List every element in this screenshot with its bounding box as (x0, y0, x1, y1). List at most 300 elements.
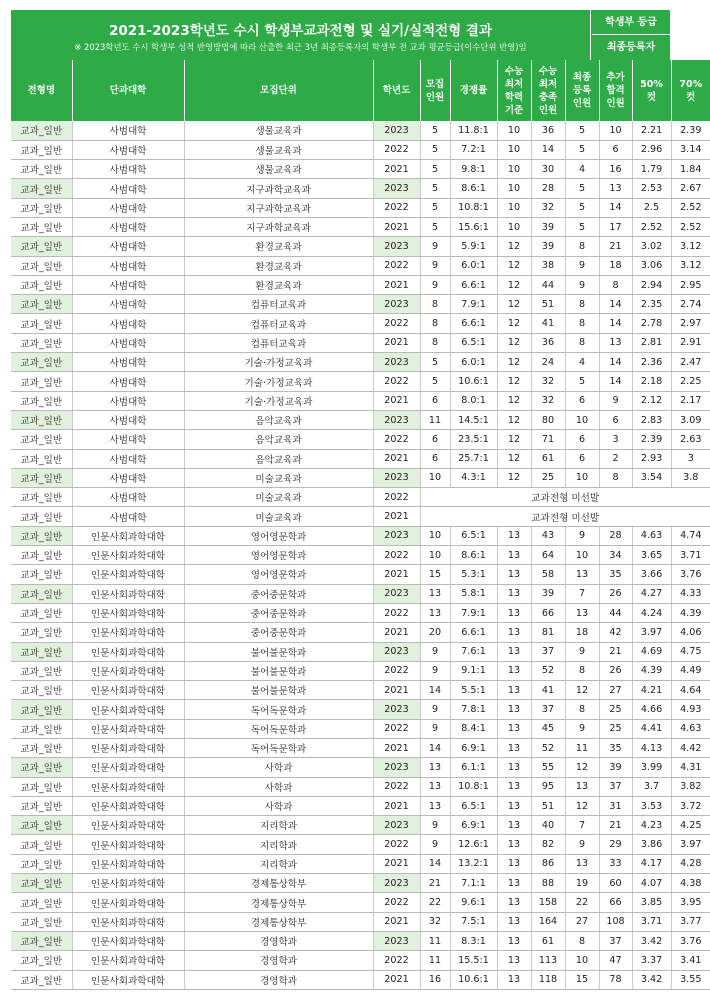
unit-cell: 사학과 (184, 777, 373, 796)
registered-cell: 5 (565, 372, 599, 391)
table-row (11, 796, 710, 815)
extra-cell: 21 (599, 816, 632, 835)
unit-cell: 지리학과 (184, 835, 373, 854)
track-cell: 교과_일반 (11, 758, 72, 777)
unit-cell: 경영학과 (184, 931, 373, 950)
college-cell: 인문사회과학대학 (72, 642, 184, 661)
unit-cell: 지리학과 (184, 816, 373, 835)
unit-cell: 중어중문학과 (184, 584, 373, 603)
met-cell: 36 (531, 121, 565, 140)
table-row (11, 372, 710, 391)
met-cell: 32 (531, 198, 565, 217)
extra-cell: 8 (599, 468, 632, 487)
college-cell: 인문사회과학대학 (72, 565, 184, 584)
unit-cell: 독어독문학과 (184, 700, 373, 719)
header-note: ※ 2023학년도 수시 학생부 성적 반영방법에 따라 산출한 최근 3년 최종등록자의 학생부 전 교과 평균등급(이수단위 반영)임 (74, 42, 527, 52)
year-cell: 2021 (373, 970, 420, 989)
extra-cell: 28 (599, 526, 632, 545)
quota-cell: 5 (420, 140, 450, 159)
cut50-cell: 4.24 (632, 603, 671, 622)
track-cell: 교과_일반 (11, 970, 72, 989)
csat-cell: 13 (497, 758, 531, 777)
rate-cell: 8.6:1 (450, 179, 497, 198)
met-cell: 39 (531, 584, 565, 603)
cut50-cell: 2.35 (632, 295, 671, 314)
track-cell: 교과_일반 (11, 661, 72, 680)
cut70-cell: 3.41 (671, 951, 710, 970)
table-row (11, 275, 710, 294)
cut50-cell: 3.66 (632, 565, 671, 584)
track-cell: 교과_일반 (11, 449, 72, 468)
cut50-cell: 2.39 (632, 430, 671, 449)
cut70-cell: 4.49 (671, 661, 710, 680)
year-cell: 2022 (373, 835, 420, 854)
column-header: 최종 등록 인원 (565, 60, 599, 121)
met-cell: 24 (531, 353, 565, 372)
college-cell: 인문사회과학대학 (72, 546, 184, 565)
registered-cell: 12 (565, 758, 599, 777)
quota-cell: 6 (420, 430, 450, 449)
cut50-cell: 2.52 (632, 217, 671, 236)
track-cell: 교과_일반 (11, 372, 72, 391)
track-cell: 교과_일반 (11, 874, 72, 893)
college-cell: 사범대학 (72, 468, 184, 487)
table-row (11, 160, 710, 179)
rate-cell: 12.6:1 (450, 835, 497, 854)
table-row (11, 488, 710, 507)
cut70-cell: 4.93 (671, 700, 710, 719)
unit-cell: 음악교육과 (184, 430, 373, 449)
track-cell: 교과_일반 (11, 353, 72, 372)
registered-cell: 10 (565, 410, 599, 429)
met-cell: 37 (531, 700, 565, 719)
table-row (11, 237, 710, 256)
unit-cell: 미술교육과 (184, 507, 373, 526)
met-cell: 14 (531, 140, 565, 159)
rate-cell: 15.5:1 (450, 951, 497, 970)
year-cell: 2022 (373, 140, 420, 159)
quota-cell: 9 (420, 642, 450, 661)
college-cell: 인문사회과학대학 (72, 931, 184, 950)
table-row (11, 546, 710, 565)
cut70-cell: 3.77 (671, 912, 710, 931)
unit-cell: 사학과 (184, 758, 373, 777)
extra-cell: 10 (599, 121, 632, 140)
cut50-cell: 3.42 (632, 931, 671, 950)
csat-cell: 12 (497, 295, 531, 314)
quota-cell: 9 (420, 719, 450, 738)
met-cell: 58 (531, 565, 565, 584)
met-cell: 51 (531, 796, 565, 815)
unit-cell: 독어독문학과 (184, 739, 373, 758)
registered-cell: 13 (565, 603, 599, 622)
registered-cell: 12 (565, 681, 599, 700)
college-cell: 인문사회과학대학 (72, 951, 184, 970)
quota-cell: 5 (420, 353, 450, 372)
table-row (11, 835, 710, 854)
registered-cell: 15 (565, 970, 599, 989)
track-cell: 교과_일반 (11, 777, 72, 796)
college-cell: 사범대학 (72, 353, 184, 372)
extra-cell: 26 (599, 584, 632, 603)
rate-cell: 5.9:1 (450, 237, 497, 256)
track-cell: 교과_일반 (11, 237, 72, 256)
track-cell: 교과_일반 (11, 584, 72, 603)
unit-cell: 지구과학교육과 (184, 217, 373, 236)
rate-cell: 6.0:1 (450, 256, 497, 275)
quota-cell: 5 (420, 198, 450, 217)
college-cell: 사범대학 (72, 140, 184, 159)
college-cell: 사범대학 (72, 430, 184, 449)
registered-cell: 7 (565, 584, 599, 603)
registered-cell: 5 (565, 217, 599, 236)
met-cell: 61 (531, 931, 565, 950)
column-header: 수능 최저 학력 기준 (497, 60, 531, 121)
year-cell: 2021 (373, 160, 420, 179)
csat-cell: 10 (497, 121, 531, 140)
table-row (11, 893, 710, 912)
csat-cell: 13 (497, 661, 531, 680)
college-cell: 인문사회과학대학 (72, 912, 184, 931)
track-cell: 교과_일반 (11, 295, 72, 314)
unit-cell: 음악교육과 (184, 449, 373, 468)
registered-cell: 8 (565, 700, 599, 719)
table-row (11, 758, 710, 777)
college-cell: 인문사회과학대학 (72, 854, 184, 873)
college-cell: 인문사회과학대학 (72, 681, 184, 700)
registered-cell: 8 (565, 314, 599, 333)
table-row (11, 295, 710, 314)
year-cell: 2022 (373, 603, 420, 622)
quota-cell: 11 (420, 951, 450, 970)
csat-cell: 12 (497, 410, 531, 429)
year-cell: 2021 (373, 333, 420, 352)
table-row (11, 391, 710, 410)
quota-cell: 8 (420, 295, 450, 314)
met-cell: 95 (531, 777, 565, 796)
extra-cell: 26 (599, 661, 632, 680)
cut50-cell: 4.27 (632, 584, 671, 603)
college-cell: 사범대학 (72, 295, 184, 314)
year-cell: 2023 (373, 353, 420, 372)
track-cell: 교과_일반 (11, 314, 72, 333)
cut70-cell: 4.64 (671, 681, 710, 700)
final-registrant-label: 최종등록자 (606, 42, 656, 53)
track-cell: 교과_일반 (11, 816, 72, 835)
extra-cell: 14 (599, 353, 632, 372)
csat-cell: 13 (497, 835, 531, 854)
table-row (11, 410, 710, 429)
cut70-cell: 2.25 (671, 372, 710, 391)
extra-cell: 8 (599, 275, 632, 294)
csat-cell: 10 (497, 160, 531, 179)
cut70-cell: 4.39 (671, 603, 710, 622)
college-cell: 사범대학 (72, 256, 184, 275)
cut70-cell: 1.84 (671, 160, 710, 179)
table-row (11, 970, 710, 989)
met-cell: 113 (531, 951, 565, 970)
extra-cell: 44 (599, 603, 632, 622)
table-row (11, 661, 710, 680)
csat-cell: 13 (497, 565, 531, 584)
quota-cell: 9 (420, 237, 450, 256)
cut70-cell: 3 (671, 449, 710, 468)
unit-cell: 지구과학교육과 (184, 179, 373, 198)
table-row (11, 681, 710, 700)
extra-cell: 78 (599, 970, 632, 989)
college-cell: 인문사회과학대학 (72, 835, 184, 854)
registered-cell: 10 (565, 468, 599, 487)
quota-cell: 11 (420, 931, 450, 950)
extra-cell: 42 (599, 623, 632, 642)
met-cell: 66 (531, 603, 565, 622)
college-cell: 인문사회과학대학 (72, 777, 184, 796)
csat-cell: 13 (497, 700, 531, 719)
cut50-cell: 2.21 (632, 121, 671, 140)
rate-cell: 10.8:1 (450, 198, 497, 217)
registered-cell: 11 (565, 739, 599, 758)
year-cell: 2023 (373, 237, 420, 256)
table-row (11, 468, 710, 487)
registered-cell: 6 (565, 449, 599, 468)
college-cell: 인문사회과학대학 (72, 816, 184, 835)
registered-cell: 9 (565, 526, 599, 545)
csat-cell: 13 (497, 777, 531, 796)
cut70-cell: 4.25 (671, 816, 710, 835)
unit-cell: 경제통상학부 (184, 912, 373, 931)
cut70-cell: 2.52 (671, 217, 710, 236)
track-cell: 교과_일반 (11, 198, 72, 217)
met-cell: 118 (531, 970, 565, 989)
year-cell: 2023 (373, 410, 420, 429)
college-cell: 사범대학 (72, 488, 184, 507)
year-cell: 2023 (373, 295, 420, 314)
rate-cell: 7.9:1 (450, 603, 497, 622)
year-cell: 2023 (373, 931, 420, 950)
registered-cell: 10 (565, 546, 599, 565)
cut70-cell: 3.76 (671, 565, 710, 584)
met-cell: 36 (531, 333, 565, 352)
column-header: 추가 합격 인원 (599, 60, 632, 121)
csat-cell: 13 (497, 951, 531, 970)
extra-cell: 25 (599, 719, 632, 738)
unit-cell: 컴퓨터교육과 (184, 314, 373, 333)
college-cell: 인문사회과학대학 (72, 796, 184, 815)
quota-cell: 22 (420, 893, 450, 912)
cut50-cell: 2.78 (632, 314, 671, 333)
cut70-cell: 3.14 (671, 140, 710, 159)
extra-cell: 34 (599, 546, 632, 565)
rate-cell: 5.5:1 (450, 681, 497, 700)
extra-cell: 9 (599, 391, 632, 410)
extra-cell: 2 (599, 449, 632, 468)
csat-cell: 13 (497, 893, 531, 912)
cut50-cell: 3.65 (632, 546, 671, 565)
college-cell: 사범대학 (72, 449, 184, 468)
rate-cell: 6.5:1 (450, 526, 497, 545)
track-cell: 교과_일반 (11, 488, 72, 507)
year-cell: 2021 (373, 623, 420, 642)
college-cell: 사범대학 (72, 275, 184, 294)
cut50-cell: 3.42 (632, 970, 671, 989)
registered-cell: 12 (565, 796, 599, 815)
college-cell: 인문사회과학대학 (72, 700, 184, 719)
table-row (11, 700, 710, 719)
table-row (11, 642, 710, 661)
year-cell: 2023 (373, 758, 420, 777)
csat-cell: 13 (497, 796, 531, 815)
quota-cell: 13 (420, 796, 450, 815)
track-cell: 교과_일반 (11, 603, 72, 622)
cut70-cell: 3.12 (671, 237, 710, 256)
college-cell: 인문사회과학대학 (72, 719, 184, 738)
year-cell: 2021 (373, 681, 420, 700)
year-cell: 2021 (373, 796, 420, 815)
quota-cell: 11 (420, 410, 450, 429)
extra-cell: 66 (599, 893, 632, 912)
track-cell: 교과_일반 (11, 160, 72, 179)
unit-cell: 불어불문학과 (184, 681, 373, 700)
registered-cell: 22 (565, 893, 599, 912)
rate-cell: 8.0:1 (450, 391, 497, 410)
track-cell: 교과_일반 (11, 333, 72, 352)
unit-cell: 컴퓨터교육과 (184, 295, 373, 314)
met-cell: 86 (531, 854, 565, 873)
track-cell: 교과_일반 (11, 951, 72, 970)
cut50-cell: 1.79 (632, 160, 671, 179)
rate-cell: 6.6:1 (450, 314, 497, 333)
rate-cell: 11.8:1 (450, 121, 497, 140)
registered-cell: 4 (565, 353, 599, 372)
cut70-cell: 3.8 (671, 468, 710, 487)
cut70-cell: 3.82 (671, 777, 710, 796)
cut50-cell: 4.21 (632, 681, 671, 700)
quota-cell: 14 (420, 739, 450, 758)
track-cell: 교과_일반 (11, 430, 72, 449)
cut50-cell: 2.83 (632, 410, 671, 429)
column-header: 모집 인원 (420, 60, 450, 121)
registered-cell: 6 (565, 391, 599, 410)
table-row (11, 854, 710, 873)
extra-cell: 35 (599, 739, 632, 758)
track-cell: 교과_일반 (11, 912, 72, 931)
table-row (11, 507, 710, 526)
cut50-cell: 2.93 (632, 449, 671, 468)
cut70-cell: 4.28 (671, 854, 710, 873)
college-cell: 사범대학 (72, 391, 184, 410)
rate-cell: 15.6:1 (450, 217, 497, 236)
track-cell: 교과_일반 (11, 410, 72, 429)
column-header: 수능 최저 충족 인원 (531, 60, 565, 121)
rate-cell: 8.4:1 (450, 719, 497, 738)
quota-cell: 14 (420, 681, 450, 700)
csat-cell: 10 (497, 179, 531, 198)
quota-cell: 5 (420, 372, 450, 391)
registered-cell: 13 (565, 777, 599, 796)
extra-cell: 29 (599, 835, 632, 854)
cut70-cell: 4.63 (671, 719, 710, 738)
registered-cell: 8 (565, 931, 599, 950)
met-cell: 52 (531, 739, 565, 758)
table-row (11, 333, 710, 352)
cut50-cell: 4.23 (632, 816, 671, 835)
registered-cell: 5 (565, 179, 599, 198)
college-cell: 사범대학 (72, 198, 184, 217)
unit-cell: 기술·가정교육과 (184, 353, 373, 372)
extra-cell: 47 (599, 951, 632, 970)
unit-cell: 경제통상학부 (184, 893, 373, 912)
cut50-cell: 2.53 (632, 179, 671, 198)
met-cell: 80 (531, 410, 565, 429)
quota-cell: 5 (420, 179, 450, 198)
met-cell: 32 (531, 372, 565, 391)
cut70-cell: 2.47 (671, 353, 710, 372)
registered-cell: 27 (565, 912, 599, 931)
cut50-cell: 2.96 (632, 140, 671, 159)
track-cell: 교과_일반 (11, 719, 72, 738)
cut50-cell: 3.7 (632, 777, 671, 796)
quota-cell: 9 (420, 256, 450, 275)
rate-cell: 5.3:1 (450, 565, 497, 584)
rate-cell: 6.9:1 (450, 816, 497, 835)
year-cell: 2022 (373, 661, 420, 680)
not-selected-note: 교과전형 미선발 (420, 507, 710, 526)
track-cell: 교과_일반 (11, 796, 72, 815)
unit-cell: 영어영문학과 (184, 565, 373, 584)
track-cell: 교과_일반 (11, 642, 72, 661)
registered-cell: 7 (565, 816, 599, 835)
cut50-cell: 2.81 (632, 333, 671, 352)
rate-cell: 7.1:1 (450, 874, 497, 893)
cut50-cell: 3.99 (632, 758, 671, 777)
quota-cell: 14 (420, 854, 450, 873)
track-cell: 교과_일반 (11, 507, 72, 526)
rate-cell: 4.3:1 (450, 468, 497, 487)
unit-cell: 지리학과 (184, 854, 373, 873)
extra-cell: 3 (599, 430, 632, 449)
csat-cell: 12 (497, 256, 531, 275)
met-cell: 43 (531, 526, 565, 545)
met-cell: 88 (531, 874, 565, 893)
unit-cell: 기술·가정교육과 (184, 391, 373, 410)
quota-cell: 32 (420, 912, 450, 931)
met-cell: 51 (531, 295, 565, 314)
cut50-cell: 2.94 (632, 275, 671, 294)
quota-cell: 13 (420, 758, 450, 777)
unit-cell: 생물교육과 (184, 121, 373, 140)
year-cell: 2021 (373, 912, 420, 931)
met-cell: 71 (531, 430, 565, 449)
quota-cell: 9 (420, 275, 450, 294)
rate-cell: 7.5:1 (450, 912, 497, 931)
table-row (11, 179, 710, 198)
extra-cell: 6 (599, 140, 632, 159)
met-cell: 64 (531, 546, 565, 565)
quota-cell: 5 (420, 160, 450, 179)
quota-cell: 20 (420, 623, 450, 642)
registered-cell: 5 (565, 140, 599, 159)
unit-cell: 환경교육과 (184, 275, 373, 294)
cut70-cell: 4.75 (671, 642, 710, 661)
table-row (11, 314, 710, 333)
extra-cell: 13 (599, 179, 632, 198)
unit-cell: 미술교육과 (184, 468, 373, 487)
track-cell: 교과_일반 (11, 546, 72, 565)
cut50-cell: 4.07 (632, 874, 671, 893)
rate-cell: 23.5:1 (450, 430, 497, 449)
cut70-cell: 2.17 (671, 391, 710, 410)
csat-cell: 13 (497, 623, 531, 642)
